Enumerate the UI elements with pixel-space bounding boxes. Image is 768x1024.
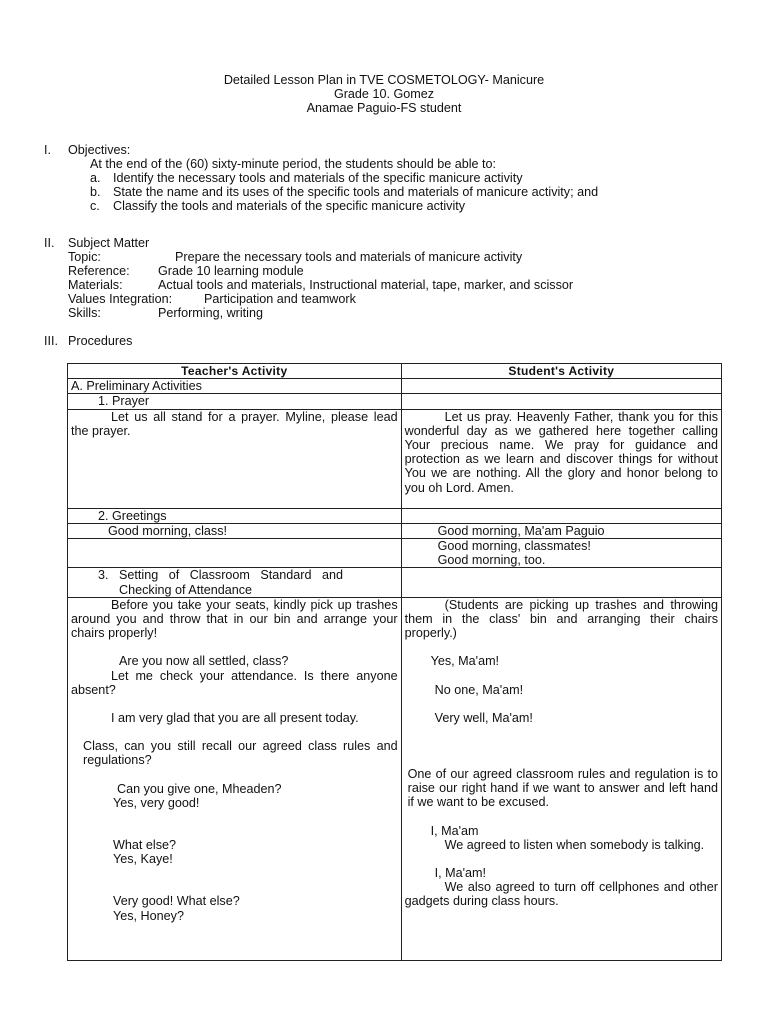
student-line: One of our agreed classroom rules and regulation is to raise our right hand if we want to answer and left hand if we want to be excused.	[407, 767, 718, 810]
materials-label: Materials:	[68, 278, 123, 292]
objective-item: Identify the necessary tools and materials of the specific manicure activity	[113, 171, 523, 185]
student-line: Very well, Ma'am!	[434, 710, 533, 725]
topic-label: Topic:	[68, 250, 101, 264]
teacher-line: Yes, Honey?	[113, 908, 184, 923]
greetings-student-text: Good morning, Ma'am Paguio	[401, 523, 721, 538]
table-header-row	[68, 364, 722, 379]
procedures-table	[67, 363, 722, 961]
classroom-standard-title	[68, 568, 402, 597]
teacher-line: Before you take your seats, kindly pick up trashes around you and throw that in our bin and arrange your chairs properly!	[71, 597, 398, 641]
teacher-line: Very good! What else?	[113, 894, 240, 909]
student-line: No one, Ma'am!	[434, 682, 524, 697]
skills-label: Skills:	[68, 306, 101, 320]
teacher-line: Are you now all settled, class?	[119, 654, 289, 669]
item-number: 3.	[98, 568, 109, 583]
teacher-line: Let me check your attendance. Is there anyone absent?	[71, 668, 398, 697]
greetings-student-text	[401, 539, 721, 568]
table-row	[68, 539, 722, 568]
table-row	[68, 379, 722, 394]
student-line: (Students are picking up trashes and throwing them in the class' bin and arranging their chairs properly.)	[404, 597, 718, 641]
preliminary-title: A. Preliminary Activities	[68, 379, 402, 394]
student-line: I, Ma'am!	[434, 866, 487, 881]
empty-cell	[401, 394, 721, 409]
teacher-line: Yes, very good!	[113, 795, 200, 810]
student-column-header: Student's Activity	[401, 364, 721, 379]
document-title: Detailed Lesson Plan in TVE COSMETOLOGY- Manicure	[223, 73, 545, 87]
reference-label: Reference:	[68, 264, 130, 278]
teacher-line: Can you give one, Mheaden?	[117, 781, 282, 796]
grade-section: Grade 10. Gomez	[333, 87, 435, 102]
teacher-column-header: Teacher's Activity	[68, 364, 402, 379]
student-dialogue	[401, 597, 721, 960]
teacher-line: What else?	[113, 838, 176, 853]
prayer-teacher-text: Let us all stand for a prayer. Myline, please lead the prayer.	[68, 409, 402, 508]
prayer-title: 1. Prayer	[68, 394, 402, 409]
teacher-line: Yes, Kaye!	[113, 852, 173, 867]
section-title: Procedures	[68, 334, 133, 348]
objective-item: Classify the tools and materials of the specific manicure activity	[113, 199, 466, 213]
table-row	[68, 523, 722, 538]
teacher-line: Class, can you still recall our agreed class rules and regulations?	[83, 739, 398, 768]
teacher-line: I am very glad that you are all present today.	[111, 711, 359, 726]
student-line: We also agreed to turn off cellphones and other gadgets during class hours.	[404, 880, 718, 909]
teacher-dialogue	[68, 597, 402, 960]
reference-value: Grade 10 learning module	[158, 264, 304, 278]
section-number: I.	[44, 143, 51, 157]
table-row	[68, 394, 722, 409]
objective-letter: c.	[90, 199, 100, 213]
values-label: Values Integration:	[68, 292, 173, 306]
table-row	[68, 409, 722, 508]
topic-value: Prepare the necessary tools and materials of manicure activity	[175, 250, 523, 264]
section-title: Objectives:	[68, 143, 131, 157]
greetings-title: 2. Greetings	[68, 508, 402, 523]
empty-cell	[401, 508, 721, 523]
greetings-teacher-text: Good morning, class!	[68, 523, 402, 538]
skills-value: Performing, writing	[158, 306, 263, 320]
objectives-intro: At the end of the (60) sixty-minute period, the students should be able to:	[90, 157, 497, 171]
empty-cell	[401, 379, 721, 394]
values-value: Participation and teamwork	[204, 292, 356, 306]
title-line: Setting of Classroom Standard and	[119, 568, 344, 583]
student-line: Yes, Ma'am!	[430, 654, 500, 669]
objective-item: State the name and its uses of the specific tools and materials of manicure activity; and	[113, 185, 599, 199]
table-row	[68, 597, 722, 960]
author-line: Anamae Paguio-FS student	[306, 101, 462, 116]
section-number: II.	[44, 236, 55, 250]
empty-cell	[68, 539, 402, 568]
greeting-line: Good morning, too.	[437, 553, 546, 568]
prayer-student-text: Let us pray. Heavenly Father, thank you for this wonderful day as we gathered here together calling Your precious name. We pray for guidance and protection as we learn and discover things for without You we are nothing. All the glory and honor belong to you oh Lord. Amen.	[401, 409, 721, 508]
materials-value: Actual tools and materials, Instructional material, tape, marker, and scissor	[158, 278, 574, 292]
empty-cell	[401, 568, 721, 597]
student-line: I, Ma'am	[430, 823, 479, 838]
table-row	[68, 508, 722, 523]
greeting-line: Good morning, classmates!	[437, 539, 591, 554]
objective-letter: b.	[90, 185, 101, 199]
table-row	[68, 568, 722, 597]
objective-letter: a.	[90, 171, 101, 185]
section-title: Subject Matter	[68, 236, 150, 250]
section-number: III.	[44, 334, 58, 348]
student-line: We agreed to listen when somebody is talking.	[444, 837, 705, 852]
document-header	[0, 73, 768, 116]
title-line: Checking of Attendance	[119, 582, 253, 597]
